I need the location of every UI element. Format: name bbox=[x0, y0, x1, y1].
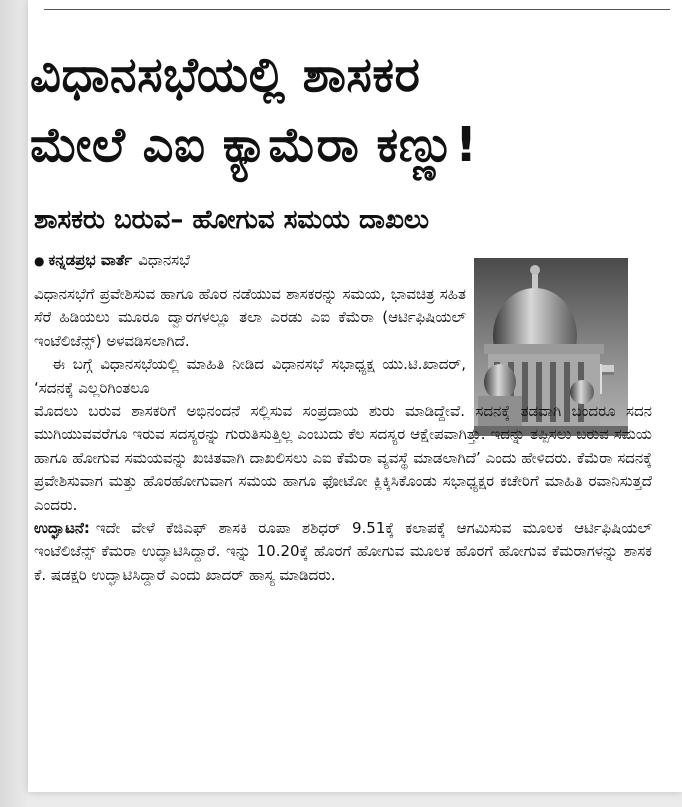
paragraph-1: ವಿಧಾನಸಭೆಗೆ ಪ್ರವೇಶಿಸುವ ಹಾಗೂ ಹೊರ ನಡೆಯುವ ಶಾಸಕರನ್ನು ಸಮಯ, ಭಾವಚಿತ್ರ ಸಹಿತ ಸೆರೆ ಹಿಡಿಯಲು ಮೂರೂ ದ್ವಾರಗಳಲ್ಲೂ ತಲಾ ಎರಡು ಎಐ ಕೆಮೆರಾ (ಆರ್ಟಿಫಿಷಿಯಲ್ ಇಂಟೆಲಿಜೆನ್ಸ್) ಅಳವಡಿಸಲಾಗಿದೆ. bbox=[34, 285, 466, 350]
paragraph-2-start: ಈ ಬಗ್ಗೆ ವಿಧಾನಸಭೆಯಲ್ಲಿ ಮಾಹಿತಿ ನೀಡಿದ ವಿಧಾನಸಭೆ ಸಭಾಧ್ಯಕ್ಷ ಯು.ಟಿ.ಖಾದರ್, ‘ಸದನಕ್ಕೆ ಎಲ್ಲರಿಗಿಂತಲೂ bbox=[34, 355, 466, 397]
byline bbox=[34, 249, 484, 272]
paragraph-3-text: ಇದೇ ವೇಳೆ ಕೆಜಿಎಫ್ ಶಾಸಕಿ ರೂಪಾ ಶಶಿಧರ್ 9.51ಕ್ಕೆ ಕಲಾಪಕ್ಕೆ ಆಗಮಿಸುವ ಮೂಲಕ ಆರ್ಟಿಫಿಷಿಯಲ್ ಇಂಟೆಲಿಜೆನ್ಸ್ ಕೆಮರಾ ಉದ್ಘಾಟಿಸಿದ್ದಾರೆ. ಇನ್ನು 10.20ಕ್ಕೆ ಹೊರಗೆ ಹೋಗುವ ಮೂಲಕ ಹೊರಗೆ ಹೋಗುವ ಕೆಮರಾಗಳನ್ನು ಶಾಸಕ ಕೆ. ಷಡಕ್ಷರಿ ಉದ್ಘಾಟಿಸಿದ್ದಾರೆ ಎಂದು ಖಾದರ್ ಹಾಸ್ಯ ಮಾಡಿದರು. bbox=[34, 519, 652, 584]
headline-line-2: ಮೇಲೆ ಎಐ ಕ್ಯಾಮೆರಾ ಕಣ್ಣು! bbox=[30, 117, 478, 173]
paragraph-3-lead: ಉದ್ಘಾಟನೆ: bbox=[34, 519, 90, 538]
paragraph-3 bbox=[34, 517, 652, 587]
bullet-icon: ● bbox=[34, 254, 45, 268]
top-rule bbox=[44, 9, 670, 10]
paragraph-2-continued: ಮೊದಲು ಬರುವ ಶಾಸಕರಿಗೆ ಅಭಿನಂದನೆ ಸಲ್ಲಿಸುವ ಸಂಪ್ರದಾಯ ಶುರು ಮಾಡಿದ್ದೇವೆ. ಸದನಕ್ಕೆ ತಡವಾಗಿ ಬಂದರೂ ಸದನ ಮುಗಿಯುವವರೆಗೂ ಇರುವ ಸದಸ್ಯರನ್ನು ಗುರುತಿಸುತ್ತಿಲ್ಲ ಎಂಬುದು ಕೆಲ ಸದಸ್ಯರ ಆಕ್ಷೇಪವಾಗಿತ್ತು. ಇದನ್ನು ತಪ್ಪಿಸಲು ಬರುವ ಸಮಯ ಹಾಗೂ ಹೋಗುವ ಸಮಯವನ್ನು ಖಚಿತವಾಗಿ ದಾಖಲಿಸಲು ಎಐ ಕೆಮೆರಾ ವ್ಯವಸ್ಥೆ ಮಾಡಲಾಗಿದೆ’ ಎಂದು ಹೇಳಿದರು. ಕೆಮೆರಾ ಸದನಕ್ಕೆ ಪ್ರವೇಶಿಸುವಾಗ ಮತ್ತು ಹೊರಹೋಗುವಾಗ ಸಮಯ ಹಾಗೂ ಫೋಟೋ ಕ್ಲಿಕ್ಕಿಸಿಕೊಂಡು ಸಭಾಧ್ಯಕ್ಷರ ಕಚೇರಿಗೆ ಮಾಹಿತಿ ರವಾನಿಸುತ್ತದೆ ಎಂದರು. bbox=[34, 402, 652, 514]
page-shadow bbox=[0, 0, 28, 807]
subheadline: ಶಾಸಕರು ಬರುವ– ಹೋಗುವ ಸಮಯ ದಾಖಲು bbox=[34, 205, 430, 235]
headline bbox=[30, 40, 650, 180]
headline-line-1: ವಿಧಾನಸಭೆಯಲ್ಲಿ ಶಾಸಕರ bbox=[30, 47, 421, 103]
byline-source: ಕನ್ನಡಪ್ರಭ ವಾರ್ತೆ bbox=[48, 251, 133, 269]
article-body bbox=[34, 283, 652, 587]
byline-place: ವಿಧಾನಸಭೆ bbox=[138, 251, 190, 269]
